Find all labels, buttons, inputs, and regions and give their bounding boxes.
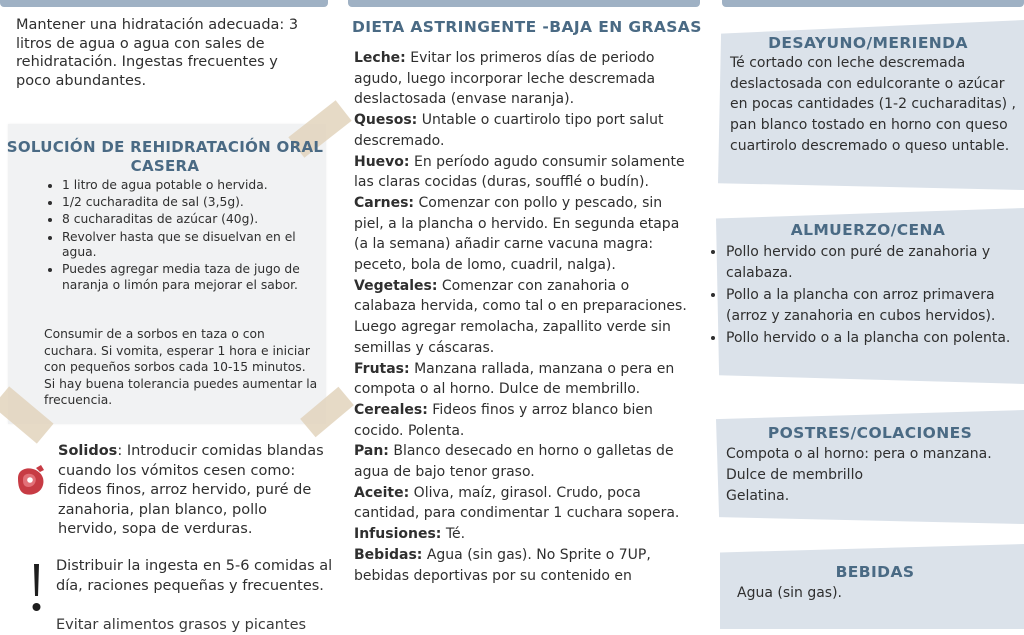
diet-item [354,400,694,441]
diet-item-label: Aceite: [354,484,410,501]
rehydration-list [48,178,324,295]
diet-item-text: Evitar los primeros días de periodo agudo, luego incorporar leche descremada deslactosada (envase naranja). [354,50,656,108]
solidos-body: : Introducir comidas blandas cuando los vómitos cesen como: fideos finos, arroz hervido, puré de zanahoria, plan blanco, pollo hervido, sopa de verduras. [58,443,324,537]
solidos-text [58,442,330,540]
rehydration-title: SOLUCIÓN DE REHIDRATACIÓN ORAL CASERA [6,138,324,175]
distribution-text: Distribuir la ingesta en 5-6 comidas al día, raciones pequeñas y frecuentes. [56,558,333,594]
diet-item-label: Infusiones: [354,526,442,543]
rehydration-note: Consumir de a sorbos en taza o con cuchara. Si vomita, esperar 1 hora e iniciar con pequeños sorbos cada 10-15 minutos. Si hay buena tolerancia puedes aumentar la frecuencia. [44,327,318,407]
list-item: • 8 cucharaditas de azúcar (40g). [62,212,324,228]
postres-item: Dulce de membrillo [726,467,864,483]
diet-item [354,48,694,110]
postres-item: Gelatina. [726,488,790,504]
list-item: • Pollo hervido o a la plancha con polenta. [726,328,1024,349]
diet-item-text: En período agudo consumir solamente las claras cocidas (duras, soufflé o budín). [354,153,685,191]
list-item: • 1 litro de agua potable o hervida. [62,178,324,194]
diet-item-label: Quesos: [354,112,418,129]
diet-item [354,441,694,482]
diet-item [354,110,694,151]
diet-item-label: Vegetales: [354,277,438,294]
list-item: • Pollo a la plancha con arroz primavera (arroz y zanahoria en cubos hervidos). [726,285,1024,326]
diet-item-text: Té. [441,526,466,543]
diet-item [354,545,694,586]
diet-item [354,152,694,193]
list-item: • Revolver hasta que se disuelvan en el agua. [62,230,324,261]
diet-item-text: Fideos finos y arroz blanco bien cocido. Polenta. [354,401,653,439]
top-bar-right [722,0,1024,7]
diet-item-label: Huevo: [354,153,410,170]
exclamation-icon [30,562,44,614]
diet-item [354,193,694,276]
list-item: • 1/2 cucharadita de sal (3,5g). [62,195,324,211]
list-item: • Pollo hervido con puré de zanahoria y calabaza. [726,242,1024,283]
postres-title: POSTRES/COLACIONES [767,424,973,442]
almuerzo-title: ALMUERZO/CENA [790,221,946,239]
diet-title: DIETA ASTRINGENTE -BAJA EN GRASAS [352,18,702,36]
postres-item: Compota o al horno: pera o manzana. [726,446,992,462]
bebidas-title: BEBIDAS [835,563,915,581]
hydration-text: Mantener una hidratación adecuada: 3 litros de agua o agua con sales de rehidratación. Ingestas frecuentes y poco abundantes. [16,17,299,89]
diet-item [354,276,694,359]
diet-item-text: Agua (sin gas). No Sprite o 7UP, bebidas deportivas por su contenido en [354,546,651,584]
diet-item [354,483,694,524]
diet-item-text: Untable o cuartirolo tipo port salut descremado. [354,112,664,149]
diet-item-text: Oliva, maíz, girasol. Crudo, poca cantidad, para condimentar 1 cuchara sopera. [354,484,680,522]
diet-item-label: Frutas: [354,360,410,377]
diet-item-label: Carnes: [354,194,415,211]
bebidas-text: Agua (sin gas). [737,585,843,601]
top-bar-left [0,0,328,7]
diet-item-text: Blanco desecado en horno o galletas de agua de bajo tenor graso. [354,443,674,481]
almuerzo-list [706,242,1024,351]
diet-item-text: Comenzar con zanahoria o calabaza hervida, como tal o en preparaciones. Luego agregar remolacha, zapallito verde sin semillas y cáscaras. [354,277,687,356]
diet-item [354,359,694,400]
solidos-label: Solidos [58,443,118,459]
diet-item-text: Comenzar con pollo y pescado, sin piel, a la plancha o hervido. En segunda etapa (a la semana) añadir carne vacuna magra: peceto, bola de lomo, cuadril, nalga). [354,194,680,274]
meat-icon [14,464,48,498]
diet-item-label: Leche: [354,50,406,66]
diet-list [354,48,694,586]
diet-item-label: Bebidas: [354,546,423,563]
cut-off-text: Evitar alimentos grasos y picantes [56,617,307,633]
diet-item [354,524,694,545]
list-item: • Puedes agregar media taza de jugo de naranja o limón para mejorar el sabor. [62,262,324,293]
desayuno-title: DESAYUNO/MERIENDA [768,34,968,52]
desayuno-text: Té cortado con leche descremada deslactosada con edulcorante o azúcar en pocas cantidades (1-2 cucharaditas) , pan blanco tostado en horno con queso cuartirolo descremado o queso untable. [730,55,1016,154]
top-bar-middle [348,0,700,7]
diet-item-label: Pan: [354,443,389,460]
diet-item-label: Cereales: [354,401,428,418]
diet-item-text: Manzana rallada, manzana o pera en compota o al horno. Dulce de membrillo. [354,360,675,398]
